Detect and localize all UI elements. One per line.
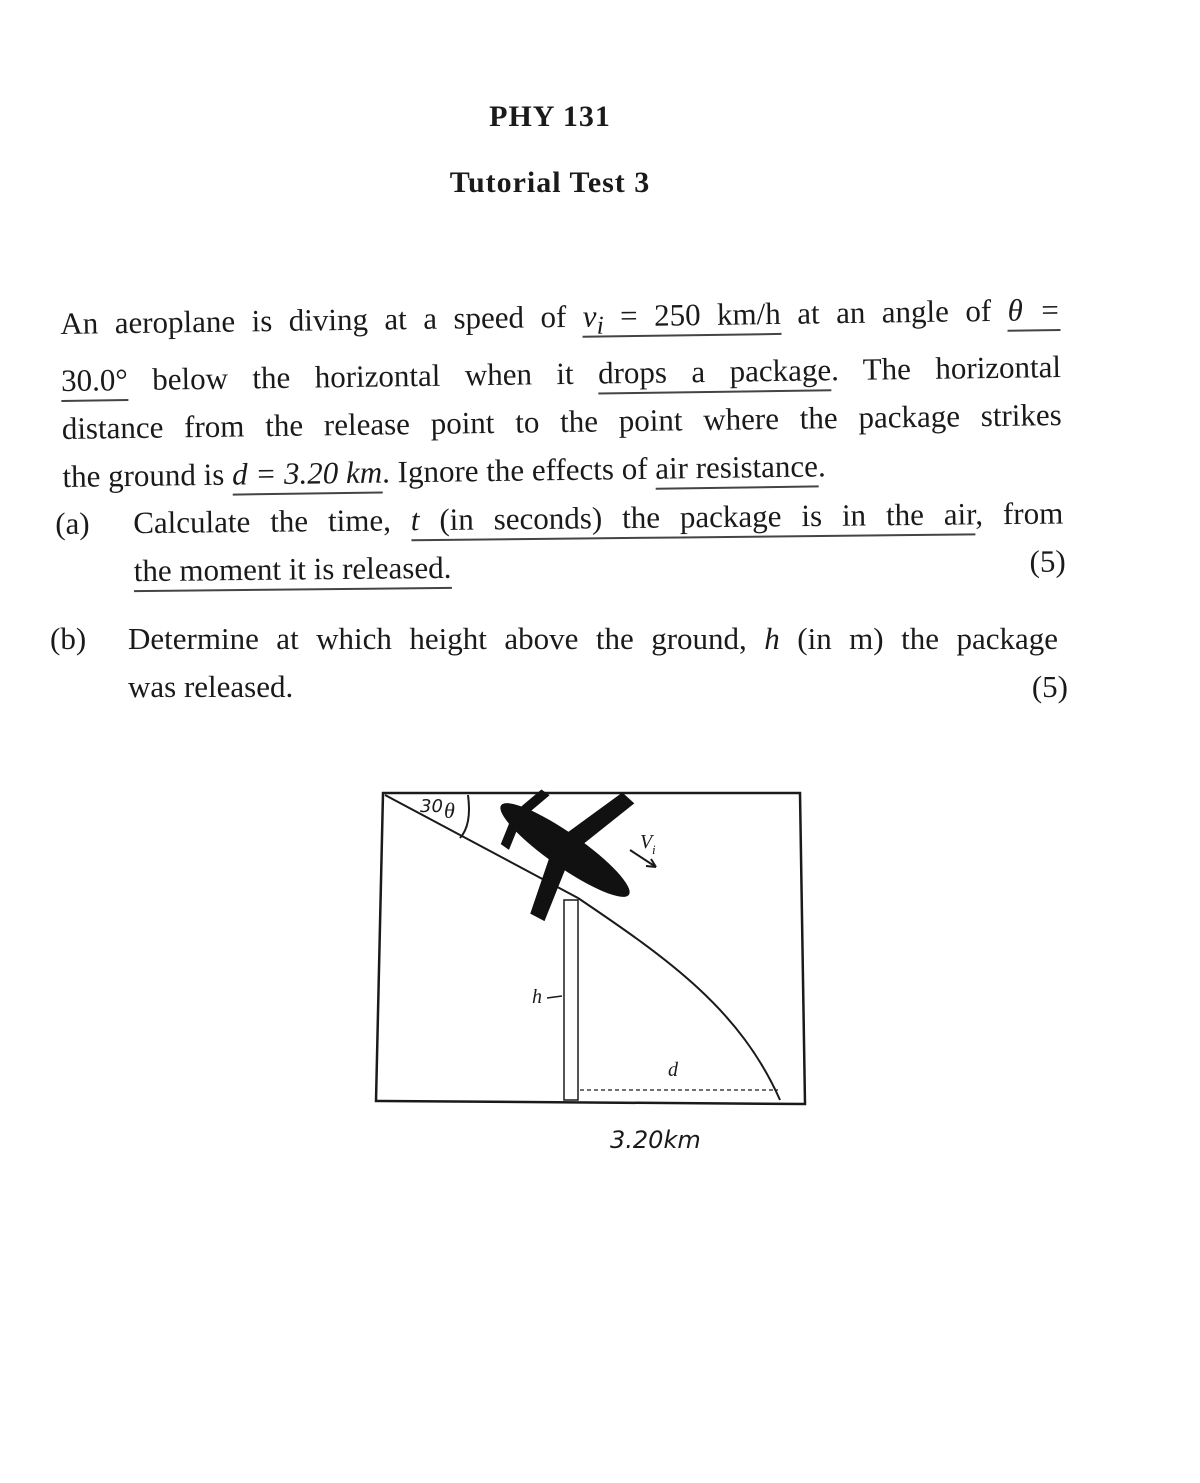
diagram-frame xyxy=(376,793,805,1104)
question-text: , from xyxy=(975,495,1064,532)
problem-text: . xyxy=(817,448,826,484)
problem-text: the ground is xyxy=(62,456,233,495)
distance-label: d xyxy=(668,1059,678,1081)
trajectory-curve xyxy=(578,898,780,1100)
in-air-phrase: package is in the air xyxy=(680,496,976,538)
problem-text: An aeroplane is diving at a speed of xyxy=(60,298,583,341)
v-symbol: v xyxy=(582,298,597,334)
h-symbol: h xyxy=(764,621,780,656)
height-label: h xyxy=(532,986,542,1008)
question-text: the moment it is released. xyxy=(134,550,452,592)
course-title: PHY 131 xyxy=(489,100,611,133)
v-subscript: i xyxy=(596,310,605,340)
problem-text: . Ignore the effects of xyxy=(381,450,656,490)
drops-package-text: drops a package xyxy=(598,352,832,394)
question-b-marks: (5) xyxy=(1031,669,1068,704)
problem-text: at an angle of xyxy=(780,292,1008,331)
air-resistance-text: air resistance xyxy=(655,449,818,490)
distance-handwritten-label: 3.20km xyxy=(610,1126,701,1154)
speed-number: = 250 km/h xyxy=(603,295,782,334)
angle-handwritten-label: 30 xyxy=(420,796,443,817)
distance-value: d = 3.20 km xyxy=(232,455,383,496)
velocity-label: V xyxy=(640,831,653,853)
question-text: (in m) the package xyxy=(779,621,1058,656)
question-text: Calculate the time, xyxy=(133,502,411,541)
t-symbol: t xyxy=(410,502,420,538)
question-b-label: (b) xyxy=(50,621,87,656)
question-a-label: (a) xyxy=(55,505,90,541)
problem-text: . The horizontal xyxy=(830,349,1062,388)
velocity-subscript: i xyxy=(652,842,656,857)
height-tick xyxy=(547,996,562,998)
problem-text: below the horizontal when it xyxy=(127,355,599,398)
angle-arc xyxy=(460,795,469,838)
problem-line-3: distance from the release point to the point where the package strikes xyxy=(61,397,1062,447)
question-a-marks: (5) xyxy=(1029,543,1066,579)
angle-value: 30.0° xyxy=(61,362,128,402)
height-bar xyxy=(564,900,578,1100)
question-text: (in seconds) the xyxy=(419,499,681,538)
question-b-line-2: was released. xyxy=(128,669,294,704)
theta-equals: θ = xyxy=(1007,292,1060,332)
question-text: Determine at which height above the ground, xyxy=(128,621,765,656)
theta-label: θ xyxy=(444,798,455,823)
test-title: Tutorial Test 3 xyxy=(449,166,651,199)
